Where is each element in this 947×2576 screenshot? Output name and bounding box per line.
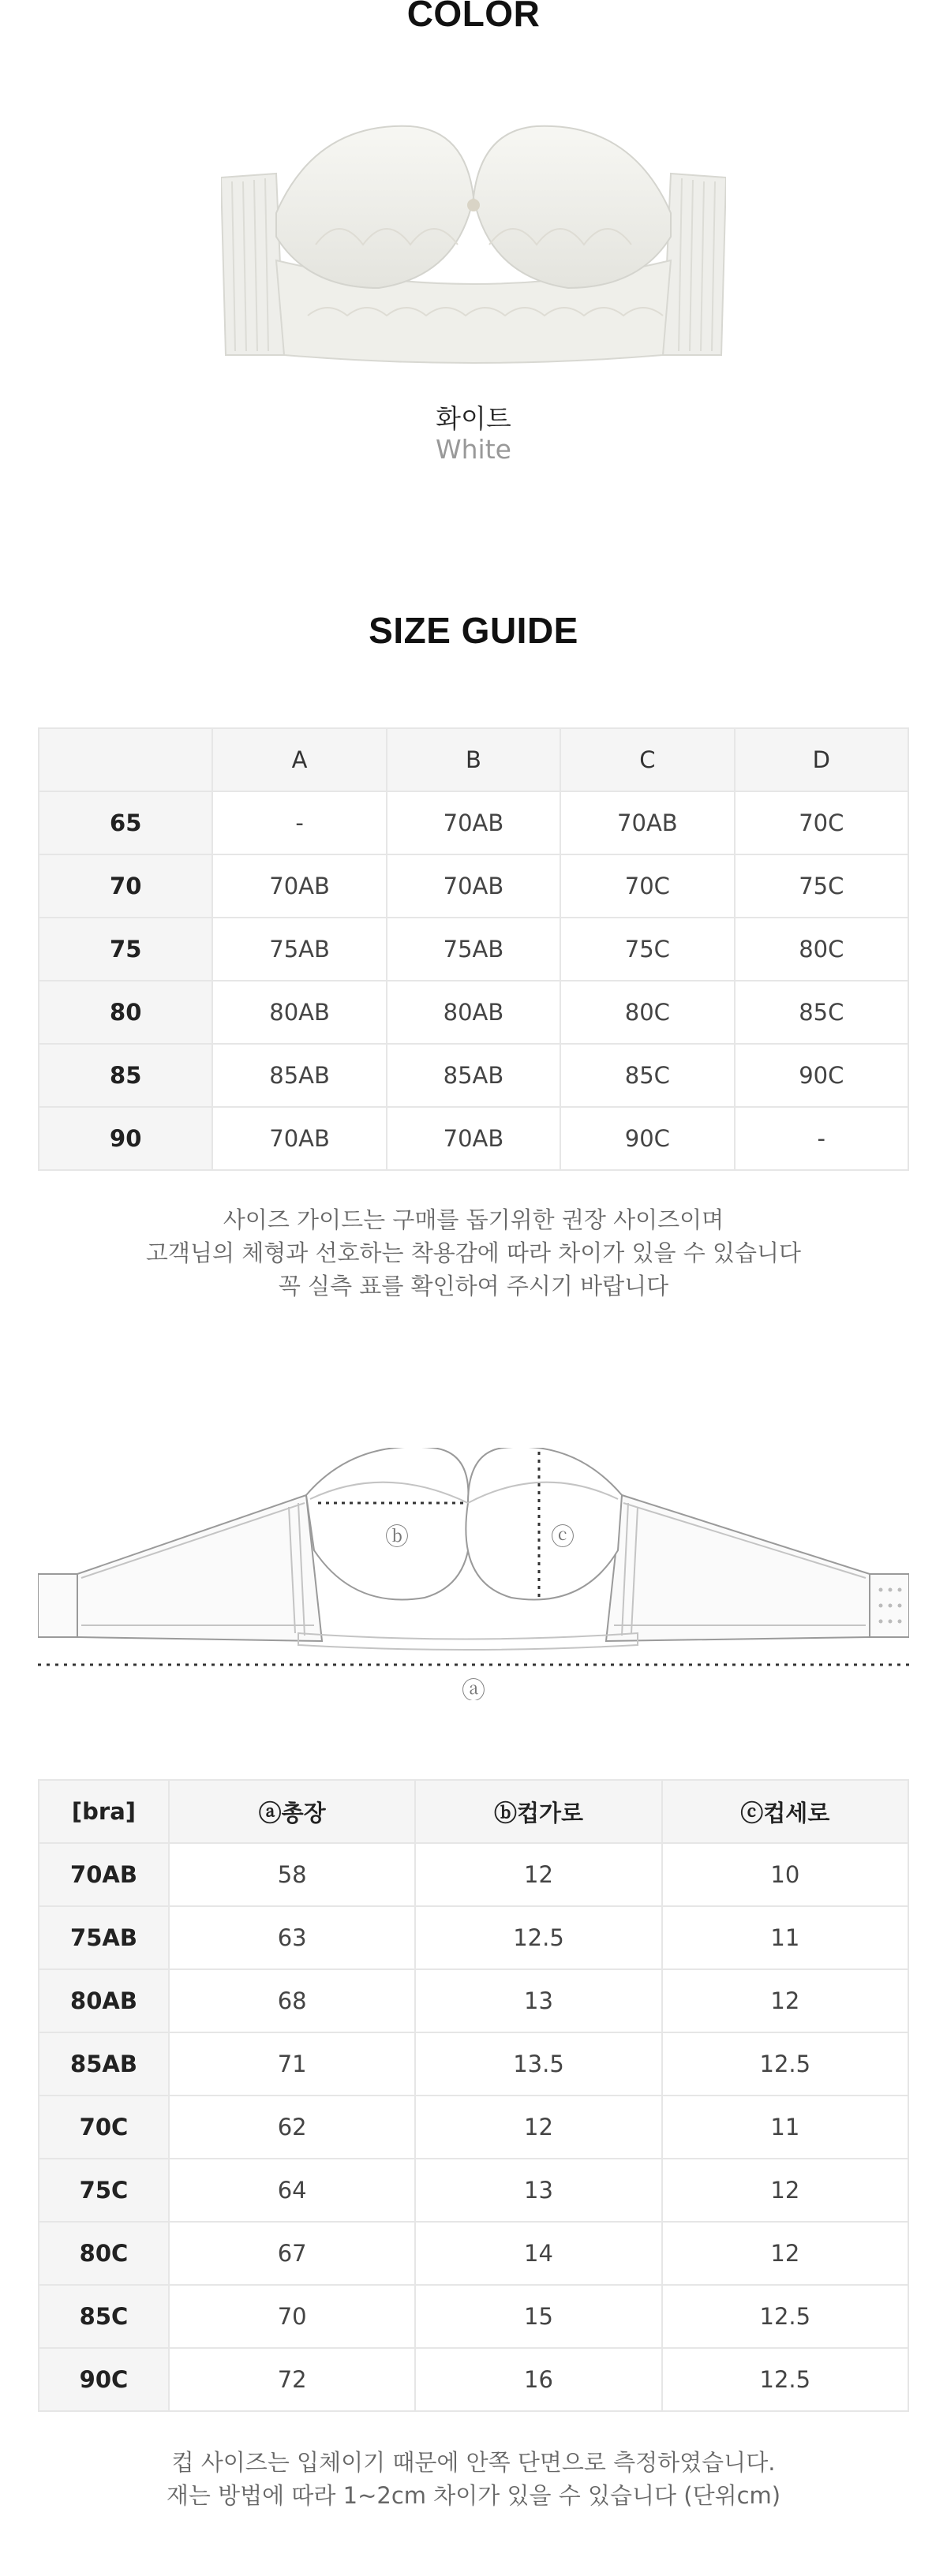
table-cell: 70C <box>560 854 734 918</box>
table-cell: 85C <box>560 1044 734 1107</box>
table-row <box>39 2348 908 2411</box>
table-header-row <box>39 728 908 791</box>
table-cell: 58 <box>169 1843 415 1906</box>
bra-size-cell: 70AB <box>39 1843 169 1906</box>
table-cell: 75C <box>735 854 908 918</box>
size-guide-table <box>38 727 909 1171</box>
table-header-cell: ⓑ컵가로 <box>415 1780 661 1843</box>
table-cell: 13 <box>415 2159 661 2222</box>
cup-width-label: ⓑ <box>385 1524 409 1551</box>
table-cell: 12.5 <box>662 2285 908 2348</box>
table-row <box>39 981 908 1044</box>
table-cell: 64 <box>169 2159 415 2222</box>
table-cell: 68 <box>169 1969 415 2032</box>
table-row <box>39 1906 908 1969</box>
table-cell: - <box>735 1107 908 1170</box>
table-row <box>39 1044 908 1107</box>
table-cell: 15 <box>415 2285 661 2348</box>
cup-column-header: A <box>212 728 386 791</box>
size-guide-note <box>0 1203 947 1303</box>
table-cell: 80AB <box>387 981 560 1044</box>
color-name-english: White <box>436 434 511 465</box>
table-header-cell: [bra] <box>39 1780 169 1843</box>
color-name-korean: 화이트 <box>436 403 511 434</box>
table-cell: 12 <box>415 2096 661 2159</box>
table-row <box>39 854 908 918</box>
table-cell: 90C <box>735 1044 908 1107</box>
total-length-label: ⓐ <box>462 1677 485 1700</box>
table-cell: 70AB <box>560 791 734 854</box>
measurement-note <box>0 2446 947 2512</box>
table-cell: 85AB <box>387 1044 560 1107</box>
table-cell: 67 <box>169 2222 415 2285</box>
bra-size-cell: 70C <box>39 2096 169 2159</box>
bra-size-cell: 75AB <box>39 1906 169 1969</box>
measurement-diagram <box>38 1448 909 1700</box>
measurement-table <box>38 1779 909 2412</box>
cup-column-header: C <box>560 728 734 791</box>
band-row-header: 90 <box>39 1107 212 1170</box>
table-cell: 70C <box>735 791 908 854</box>
bra-size-cell: 85C <box>39 2285 169 2348</box>
table-row <box>39 2032 908 2096</box>
table-cell: 85C <box>735 981 908 1044</box>
cup-column-header: D <box>735 728 908 791</box>
color-title: COLOR <box>406 0 541 34</box>
table-cell: 70AB <box>387 1107 560 1170</box>
table-cell: 12.5 <box>662 2348 908 2411</box>
table-cell: 72 <box>169 2348 415 2411</box>
table-row <box>39 2222 908 2285</box>
table-cell: 12.5 <box>415 1906 661 1969</box>
size-guide-title: SIZE GUIDE <box>369 610 578 651</box>
table-header-cell: ⓒ컵세로 <box>662 1780 908 1843</box>
note-line: 사이즈 가이드는 구매를 돕기위한 권장 사이즈이며 <box>223 1206 724 1233</box>
band-row-header: 70 <box>39 854 212 918</box>
table-cell: 10 <box>662 1843 908 1906</box>
table-cell: 70AB <box>212 854 386 918</box>
table-cell: 70AB <box>387 791 560 854</box>
table-row <box>39 2285 908 2348</box>
table-cell: 70AB <box>212 1107 386 1170</box>
table-cell: 63 <box>169 1906 415 1969</box>
table-cell: 16 <box>415 2348 661 2411</box>
table-cell: 13.5 <box>415 2032 661 2096</box>
table-cell: - <box>212 791 386 854</box>
table-cell: 12.5 <box>662 2032 908 2096</box>
table-row <box>39 1969 908 2032</box>
note-line: 재는 방법에 따라 1~2cm 차이가 있을 수 있습니다 (단위cm) <box>166 2482 781 2509</box>
table-cell: 11 <box>662 1906 908 1969</box>
bra-size-cell: 85AB <box>39 2032 169 2096</box>
bra-size-cell: 90C <box>39 2348 169 2411</box>
table-cell: 80AB <box>212 981 386 1044</box>
table-cell: 62 <box>169 2096 415 2159</box>
table-header-row <box>39 1780 908 1843</box>
table-cell: 80C <box>560 981 734 1044</box>
note-line: 고객님의 체형과 선호하는 착용감에 따라 차이가 있을 수 있습니다 <box>145 1239 802 1266</box>
table-cell: 11 <box>662 2096 908 2159</box>
table-cell: 90C <box>560 1107 734 1170</box>
table-cell: 71 <box>169 2032 415 2096</box>
bra-size-cell: 75C <box>39 2159 169 2222</box>
table-cell: 75AB <box>212 918 386 981</box>
table-cell: 70 <box>169 2285 415 2348</box>
table-row <box>39 918 908 981</box>
table-cell: 85AB <box>212 1044 386 1107</box>
band-row-header: 75 <box>39 918 212 981</box>
cup-column-header: B <box>387 728 560 791</box>
table-cell: 12 <box>662 2159 908 2222</box>
table-corner-cell <box>39 728 212 791</box>
table-header-cell: ⓐ총장 <box>169 1780 415 1843</box>
note-line: 컵 사이즈는 입체이기 때문에 안쪽 단면으로 측정하였습니다. <box>171 2449 776 2476</box>
table-row <box>39 1107 908 1170</box>
table-row <box>39 2159 908 2222</box>
table-cell: 12 <box>415 1843 661 1906</box>
table-row <box>39 791 908 854</box>
note-line: 꼭 실측 표를 확인하여 주시기 바랍니다 <box>278 1273 669 1299</box>
bra-size-cell: 80C <box>39 2222 169 2285</box>
table-row <box>39 1843 908 1906</box>
table-cell: 12 <box>662 1969 908 2032</box>
strapless-bra-product-image <box>221 118 726 371</box>
table-cell: 13 <box>415 1969 661 2032</box>
table-cell: 75AB <box>387 918 560 981</box>
cup-height-label: ⓒ <box>551 1524 575 1551</box>
band-row-header: 65 <box>39 791 212 854</box>
band-row-header: 85 <box>39 1044 212 1107</box>
table-row <box>39 2096 908 2159</box>
table-cell: 70AB <box>387 854 560 918</box>
bra-size-cell: 80AB <box>39 1969 169 2032</box>
table-cell: 14 <box>415 2222 661 2285</box>
table-cell: 80C <box>735 918 908 981</box>
band-row-header: 80 <box>39 981 212 1044</box>
table-cell: 75C <box>560 918 734 981</box>
table-cell: 12 <box>662 2222 908 2285</box>
